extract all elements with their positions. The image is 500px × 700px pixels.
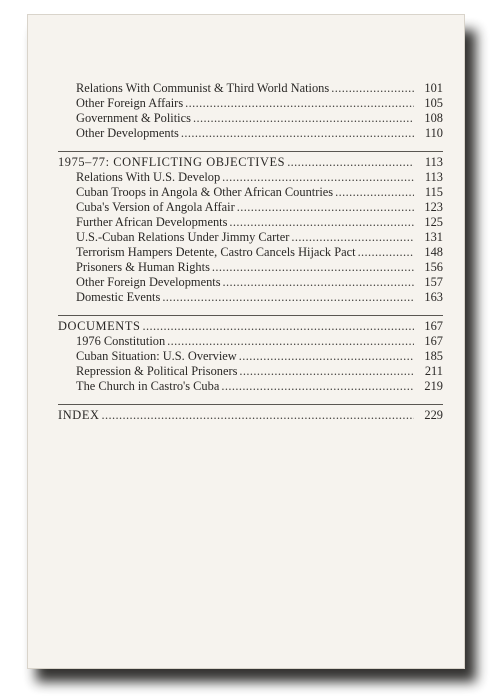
dot-leader [221, 379, 414, 394]
dot-leader [193, 111, 414, 126]
toc-page-number: 115 [424, 185, 443, 199]
dot-leader [239, 349, 414, 364]
toc-entry [58, 126, 443, 141]
dot-leader [291, 230, 414, 245]
dot-leader [162, 290, 414, 305]
dot-leader [237, 200, 414, 215]
toc-page-number: 105 [424, 96, 443, 110]
toc-entry [58, 230, 443, 245]
toc-entry-label: Other Foreign Affairs [76, 96, 184, 110]
toc-entry [58, 96, 443, 111]
toc-entry [58, 364, 443, 379]
toc-entry-label: Cuban Situation: U.S. Overview [76, 349, 237, 363]
toc-entry-label: 1976 Constitution [76, 334, 166, 348]
section-gap [58, 394, 443, 404]
dot-leader [185, 96, 414, 111]
toc-entry [58, 245, 443, 260]
toc-entry [58, 290, 443, 305]
table-of-contents [58, 81, 443, 423]
toc-page-number: 219 [424, 379, 443, 393]
toc-entry [58, 275, 443, 290]
toc-entry [58, 200, 443, 215]
section-divider [58, 151, 443, 152]
dot-leader [335, 185, 414, 200]
toc-entry-label: Domestic Events [76, 290, 161, 304]
toc-page-number: 123 [424, 200, 443, 214]
toc-entry-label: Prisoners & Human Rights [76, 260, 210, 274]
dot-leader [223, 275, 414, 290]
toc-entry [58, 185, 443, 200]
toc-page-number: 163 [424, 290, 443, 304]
toc-entry [58, 81, 443, 96]
dot-leader [358, 245, 414, 260]
dot-leader [181, 126, 414, 141]
toc-heading-label: INDEX [58, 408, 100, 422]
book-page [27, 14, 465, 669]
dot-leader [229, 215, 414, 230]
toc-heading-label: 1975–77: CONFLICTING OBJECTIVES [58, 155, 286, 169]
toc-entry [58, 379, 443, 394]
toc-page-number: 156 [424, 260, 443, 274]
toc-entry [58, 260, 443, 275]
dot-leader [143, 319, 414, 334]
toc-entry-label: Repression & Political Prisoners [76, 364, 238, 378]
toc-entry-label: Further African Developments [76, 215, 228, 229]
toc-entry [58, 215, 443, 230]
toc-page-number: 167 [424, 334, 443, 348]
toc-page-number: 113 [424, 170, 443, 184]
section-gap [58, 305, 443, 315]
toc-entry [58, 111, 443, 126]
toc-entry-label: Cuban Troops in Angola & Other African Countries [76, 185, 334, 199]
toc-page-number: 101 [424, 81, 443, 95]
section-divider [58, 315, 443, 316]
toc-page-number: 108 [424, 111, 443, 125]
toc-page-number: 157 [424, 275, 443, 289]
dot-leader [102, 408, 414, 423]
toc-heading-label: DOCUMENTS [58, 319, 141, 333]
dot-leader [212, 260, 414, 275]
toc-page-number: 185 [424, 349, 443, 363]
section-gap [58, 141, 443, 151]
toc-page-number: 148 [424, 245, 443, 259]
section-divider [58, 404, 443, 405]
toc-entry-label: Cuba's Version of Angola Affair [76, 200, 235, 214]
toc-entry-label: U.S.-Cuban Relations Under Jimmy Carter [76, 230, 290, 244]
toc-page-number: 229 [424, 408, 443, 422]
toc-entry-label: Relations With Communist & Third World Nations [76, 81, 330, 95]
toc-entry [58, 334, 443, 349]
toc-page-number: 125 [424, 215, 443, 229]
toc-entry [58, 349, 443, 364]
dot-leader [239, 364, 414, 379]
toc-entry-label: Other Developments [76, 126, 179, 140]
toc-section-heading [58, 408, 443, 423]
dot-leader [287, 155, 414, 170]
toc-page-number: 113 [424, 155, 443, 169]
toc-page-number: 110 [424, 126, 443, 140]
toc-entry-label: Government & Politics [76, 111, 191, 125]
toc-entry-label: Other Foreign Developments [76, 275, 221, 289]
dot-leader [331, 81, 414, 96]
toc-page-number: 131 [424, 230, 443, 244]
dot-leader [222, 170, 414, 185]
toc-entry [58, 170, 443, 185]
toc-entry-label: Relations With U.S. Develop [76, 170, 221, 184]
toc-section-heading [58, 155, 443, 170]
dot-leader [167, 334, 414, 349]
toc-entry-label: The Church in Castro's Cuba [76, 379, 220, 393]
toc-page-number: 211 [424, 364, 443, 378]
toc-page-number: 167 [424, 319, 443, 333]
toc-section-heading [58, 319, 443, 334]
toc-entry-label: Terrorism Hampers Detente, Castro Cancels Hijack Pact [76, 245, 356, 259]
